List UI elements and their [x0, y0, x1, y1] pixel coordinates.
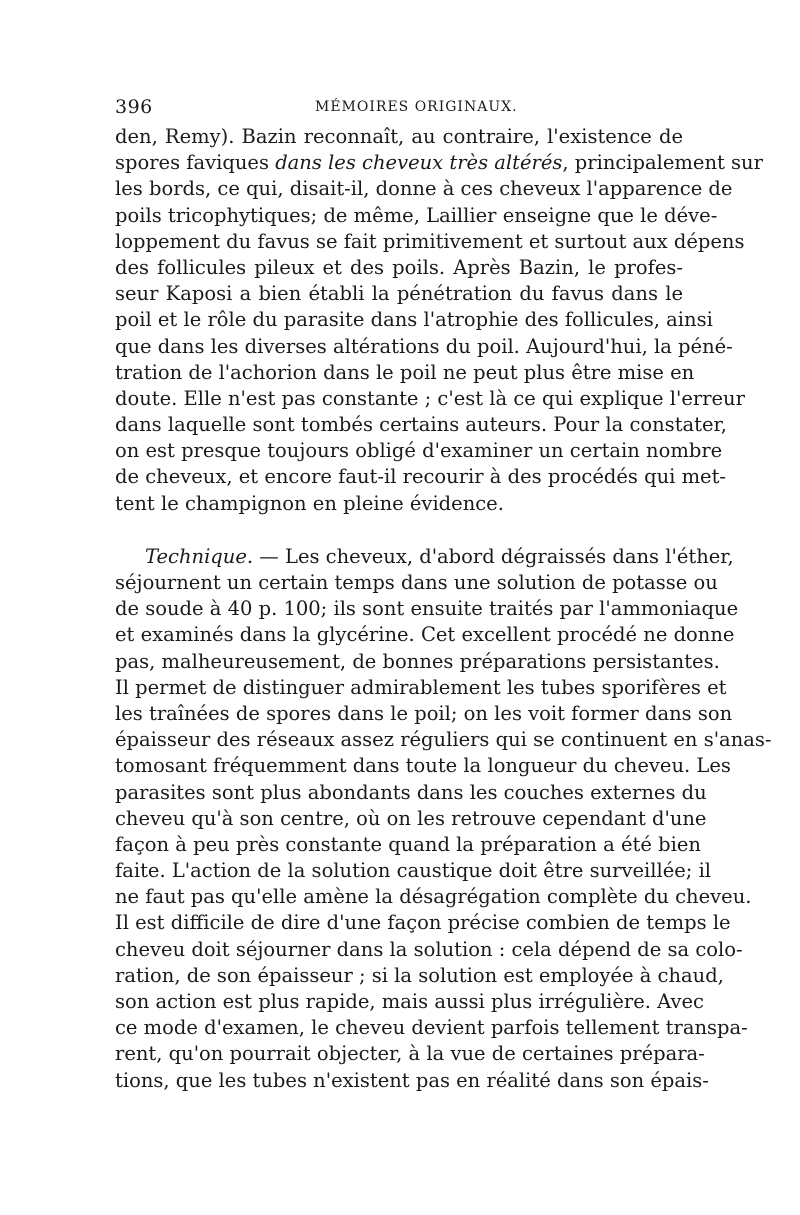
text-line: doute. Elle n'est pas constante ; c'est là ce qui explique l'erreur — [115, 386, 745, 410]
text-line: son action est plus rapide, mais aussi plus irrégulière. Avec — [115, 990, 704, 1013]
text-line: Il permet de distinguer admirablement les tubes sporifères et — [115, 675, 727, 699]
text-line: Il est difficile de dire d'une façon précise combien de temps le — [115, 911, 731, 935]
text-line: de soude à 40 p. 100; ils sont ensuite traités par l'ammoniaque — [115, 597, 739, 621]
text-line: tration de l'achorion dans le poil ne peut plus être mise en — [115, 360, 695, 384]
running-head: MÉMOIRES ORIGINAUX. — [315, 99, 518, 115]
text-line — [115, 544, 734, 570]
text-line: façon à peu près constante quand la préparation a été bien — [115, 832, 701, 856]
text-line: de cheveux, et encore faut-il recourir à des procédés qui met- — [115, 465, 727, 489]
text-line: les traînées de spores dans le poil; on les voit former dans son — [115, 701, 733, 725]
text-line: des follicules pileux et des poils. Après Bazin, le profes- — [115, 255, 683, 279]
section-heading: Technique. — [145, 544, 254, 568]
text-line: les bords, ce qui, disait-il, donne à ces cheveux l'apparence de — [115, 177, 733, 201]
text-line: séjournent un certain temps dans une solution de potasse ou — [115, 571, 718, 594]
text-line: cheveu qu'à son centre, où on les retrouve cependant d'une — [115, 806, 707, 830]
italic-phrase: dans les cheveux très altérés — [275, 151, 563, 175]
text-line: tomosant fréquemment dans toute la longueur du cheveu. Les — [115, 754, 731, 778]
paragraph-gap — [115, 517, 683, 544]
text-segment: spores faviques — [115, 151, 276, 175]
text-line: faite. L'action de la solution caustique doit être surveillée; il — [115, 859, 712, 883]
text-line: poils tricophytiques; de même, Laillier enseigne que le déve- — [115, 203, 718, 227]
text-line: dans laquelle sont tombés certains auteurs. Pour la constater, — [115, 413, 727, 437]
text-line: ce mode d'examen, le cheveu devient parfois tellement transpa- — [115, 1016, 748, 1040]
text-line: on est presque toujours obligé d'examiner un certain nombre — [115, 439, 723, 463]
text-line: pas, malheureusement, de bonnes préparations persistantes. — [115, 649, 720, 673]
text-line: ration, de son épaisseur ; si la solution est employée à chaud, — [115, 963, 724, 987]
page-header — [115, 96, 695, 126]
text-line: ne faut pas qu'elle amène la désagrégation complète du cheveu. — [115, 885, 752, 909]
text-line: tent le champignon en pleine évidence. — [115, 491, 504, 515]
text-line: épaisseur des réseaux assez réguliers qui se continuent en s'anas- — [115, 728, 772, 752]
text-line: cheveu doit séjourner dans la solution : cela dépend de sa colo- — [115, 937, 743, 961]
text-line: que dans les diverses altérations du poil. Aujourd'hui, la péné- — [115, 334, 733, 358]
text-segment: , principalement sur — [562, 151, 763, 175]
text-line: den, Remy). Bazin reconnaît, au contraire, l'existence de — [115, 125, 683, 148]
text-segment: — Les cheveux, d'abord dégraissés dans l'éther, — [253, 544, 734, 568]
paragraph-1 — [115, 124, 763, 517]
text-line: poil et le rôle du parasite dans l'atrophie des follicules, ainsi — [115, 308, 713, 332]
text-line: et examinés dans la glycérine. Cet excellent procédé ne donne — [115, 623, 735, 647]
body-text — [115, 124, 772, 1094]
text-line: parasites sont plus abondants dans les couches externes du — [115, 780, 707, 804]
paragraph-2 — [115, 544, 772, 1094]
text-line: tions, que les tubes n'existent pas en réalité dans son épais- — [115, 1068, 709, 1092]
page-number: 396 — [115, 96, 153, 118]
text-line — [115, 150, 763, 176]
text-line: seur Kaposi a bien établi la pénétration du favus dans le — [115, 282, 683, 306]
text-line: rent, qu'on pourrait objecter, à la vue de certaines prépara- — [115, 1042, 705, 1066]
text-line: loppement du favus se fait primitivement et surtout aux dépens — [115, 229, 745, 253]
